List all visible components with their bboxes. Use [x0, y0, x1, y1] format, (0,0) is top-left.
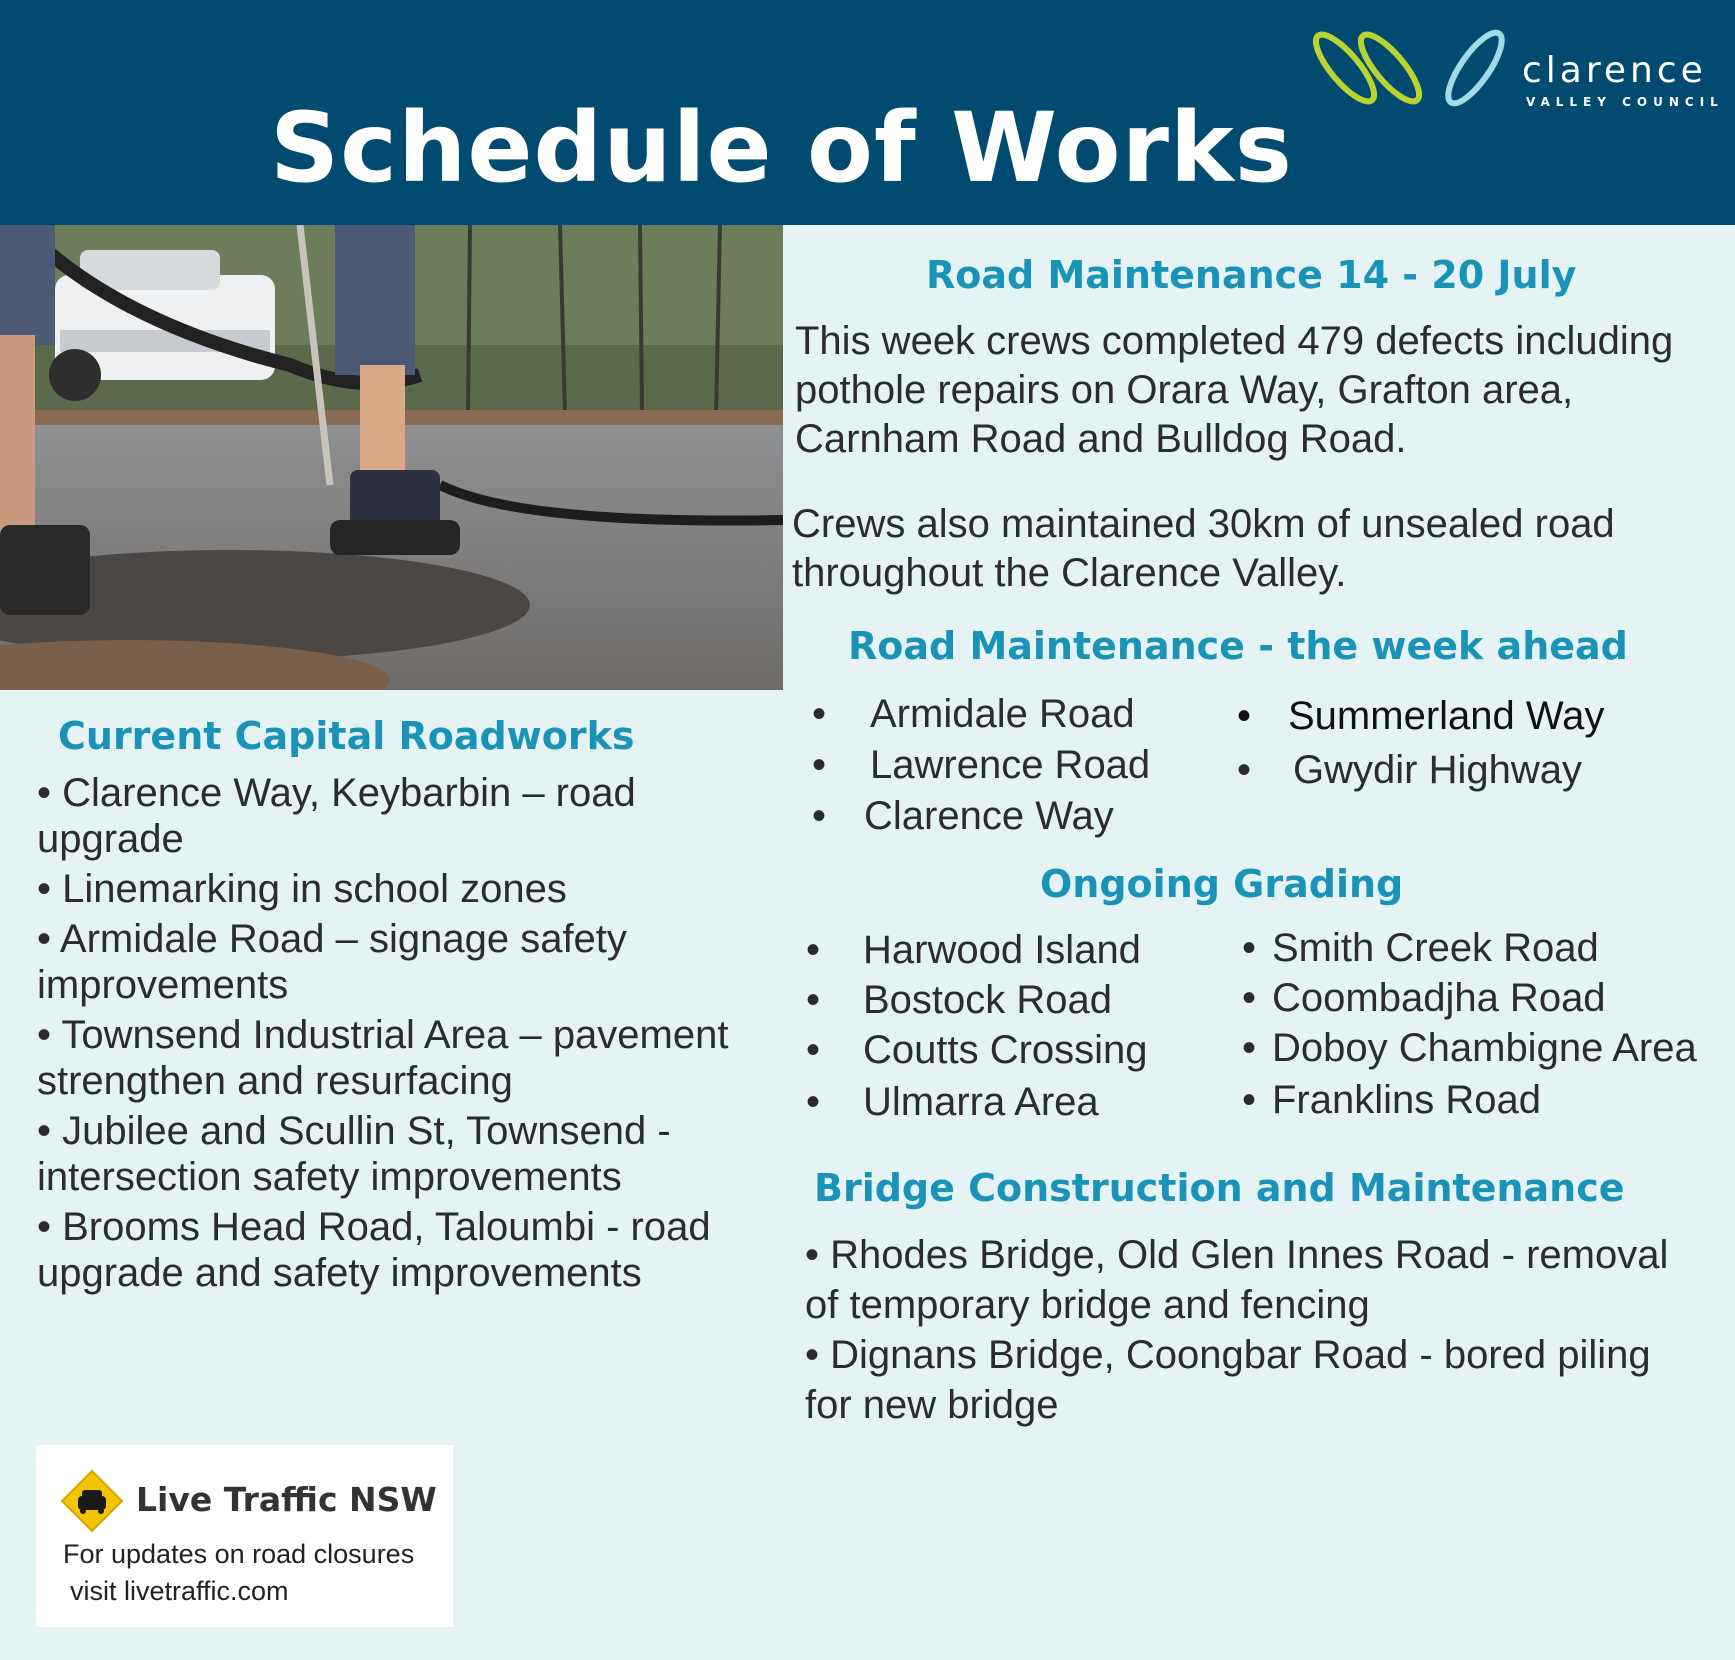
list-item: • Doboy Chambigne Area [1242, 1026, 1697, 1070]
bridge-heading: Bridge Construction and Maintenance [814, 1166, 1625, 1210]
list-item: • Dignans Bridge, Coongbar Road - bored piling for new bridge [805, 1333, 1651, 1427]
live-traffic-line-1: For updates on road closures [63, 1539, 415, 1569]
week-ahead-heading: Road Maintenance - the week ahead [848, 624, 1628, 668]
page-title: Schedule of Works [270, 92, 1293, 204]
list-item: • Franklins Road [1242, 1078, 1542, 1122]
bullet-icon: • [806, 978, 821, 1022]
bullet-icon: • [37, 1205, 63, 1249]
header-banner [0, 0, 1735, 225]
list-item: • Summerland Way [1237, 694, 1605, 738]
grading-heading: Ongoing Grading [1040, 862, 1404, 906]
bullet-icon: • [1237, 694, 1252, 738]
bullet-icon: • [1242, 1026, 1257, 1070]
maintenance-paragraph-2: Crews also maintained 30km of unsealed road throughout the Clarence Valley. [792, 502, 1615, 595]
bridge-list [805, 1230, 1705, 1430]
bullet-icon: • [37, 917, 60, 961]
bullet-icon: • [37, 1013, 62, 1057]
list-item: • Harwood Island [806, 928, 1141, 972]
bullet-icon: • [1242, 926, 1257, 970]
list-item: • Linemarking in school zones [37, 867, 567, 911]
week-ahead-list-left [812, 694, 1212, 847]
list-item: • Bostock Road [806, 978, 1113, 1022]
bullet-icon: • [805, 1233, 831, 1277]
capital-heading: Current Capital Roadworks [58, 714, 635, 758]
list-item: • Coutts Crossing [806, 1028, 1148, 1072]
bullet-icon: • [806, 1028, 821, 1072]
grading-list-left [806, 930, 1206, 1132]
capital-list [37, 770, 757, 1300]
list-item: • Clarence Way, Keybarbin – road upgrade [37, 771, 636, 861]
bullet-icon: • [1242, 1078, 1257, 1122]
list-item: • Townsend Industrial Area – pavement strengthen and resurfacing [37, 1013, 729, 1103]
logo-rings-icon [1300, 28, 1520, 118]
logo-subtitle: VALLEY COUNCIL [1526, 95, 1724, 109]
bullet-icon: • [812, 743, 827, 787]
live-traffic-box[interactable] [36, 1445, 453, 1627]
list-item: • Gwydir Highway [1237, 748, 1582, 792]
list-item: • Lawrence Road [812, 743, 1151, 787]
list-item: • Coombadjha Road [1242, 976, 1606, 1020]
logo-wordmark: clarence [1522, 50, 1707, 91]
list-item: • Armidale Road – signage safety improvements [37, 917, 627, 1007]
list-item: • Jubilee and Scullin St, Townsend - intersection safety improvements [37, 1109, 671, 1199]
bullet-icon: • [37, 1109, 63, 1153]
maintenance-heading: Road Maintenance 14 - 20 July [926, 253, 1577, 297]
bullet-icon: • [812, 794, 827, 838]
list-item: • Brooms Head Road, Taloumbi - road upgrade and safety improvements [37, 1205, 711, 1295]
list-item: • Rhodes Bridge, Old Glen Innes Road - removal of temporary bridge and fencing [805, 1233, 1669, 1327]
bullet-icon: • [806, 928, 821, 972]
road-crew-photo [0, 225, 783, 690]
bullet-icon: • [812, 692, 827, 736]
bullet-icon: • [1237, 748, 1252, 792]
list-item: • Smith Creek Road [1242, 926, 1599, 970]
bullet-icon: • [806, 1080, 821, 1124]
bullet-icon: • [805, 1333, 831, 1377]
bullet-icon: • [37, 771, 63, 815]
maintenance-paragraph-1: This week crews completed 479 defects including pothole repairs on Orara Way, Grafton area, Carnham Road and Bulldog Road. [795, 319, 1674, 461]
grading-list-right [1242, 928, 1722, 1130]
list-item: • Armidale Road [812, 692, 1135, 736]
bullet-icon: • [1242, 976, 1257, 1020]
week-ahead-list-right [1237, 696, 1717, 804]
live-traffic-title: Live Traffic NSW [136, 1480, 437, 1519]
list-item: • Ulmarra Area [806, 1080, 1099, 1124]
council-logo [1300, 28, 1724, 118]
live-traffic-line-2[interactable]: visit livetraffic.com [70, 1576, 289, 1606]
bullet-icon: • [37, 867, 63, 911]
traffic-car-icon [60, 1469, 124, 1533]
list-item: • Clarence Way [812, 794, 1114, 838]
